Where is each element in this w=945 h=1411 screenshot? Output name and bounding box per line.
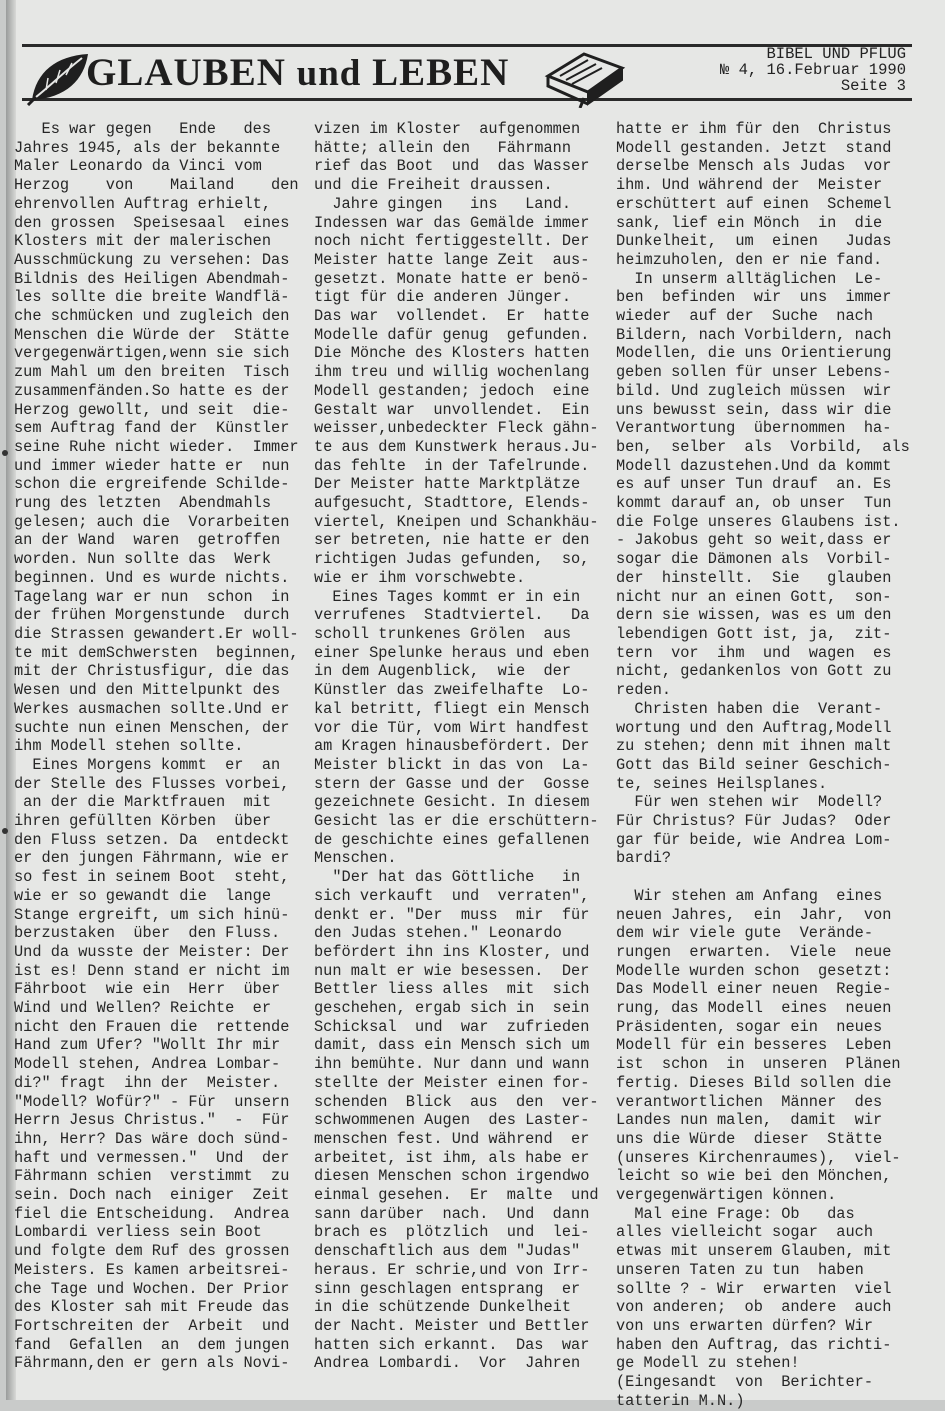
newspaper-page [6,0,945,1410]
masthead-word-glauben: GLAUBEN [86,51,286,94]
masthead-title [86,50,509,95]
book-and-plough-icon [544,46,628,108]
page-number: Seite 3 [840,77,906,95]
issue-info [720,46,906,94]
publication-name: BIBEL UND PFLUG [766,45,906,63]
masthead-word-leben: LEBEN [372,51,510,94]
masthead-header [16,44,916,110]
issue-number-date: № 4, 16.Februar 1990 [719,61,906,79]
margin-hole-mark [2,450,8,456]
margin-hole-mark [2,828,8,834]
masthead-word-und: und [296,53,362,94]
article-column-2: vizen im Kloster aufgenommen hätte; allein den Fährmann rief das Boot und das Wasser und die Freiheit draussen. Jahre gingen ins Land. Indessen war das Gemälde immer noch nicht fertiggestellt. Der Meister hatte lange Zeit aus- gesetzt. Monate hatte er benö- tigt für die anderen Jünger. Das war vollendet. Er hatte Modelle dafür genug gefunden. Die Mönche des Klosters hatten ihm treu und willig wochenlang Modell gestanden; jedoch eine Gestalt war unvollendet. Ein weisser,unbedeckter Fleck gähn- te aus dem Kunstwerk heraus.Ju- das fehlte in der Tafelrunde. Der Meister hatte Marktplätze aufgesucht, Stadttore, Elends- viertel, Kneipen und Schankhäu- ser betreten, nie hatte er den richtigen Judas gefunden, so, wie er ihm vorschwebte. Eines Tages kommt er in ein verrufenes Stadtviertel. Da scholl trunkenes Grölen aus einer Spelunke heraus und eben in dem Augenblick, wie der Künstler das zweifelhafte Lo- kal betritt, fliegt ein Mensch vor die Tür, vom Wirt handfest am Kragen hinausbefördert. Der Meister blickt in das von La- stern der Gasse und der Gosse gezeichnete Gesicht. In diesem Gesicht las er die erschüttern- de geschichte eines gefallenen Menschen. "Der hat das Göttliche in sich verkauft und verraten", denkt er. "Der muss mir für den Judas stehen." Leonardo befördert ihn ins Kloster, und nun malt er wie besessen. Der Bettler liess alles mit sich geschehen, ergab sich in sein Schicksal und war zufrieden damit, dass ein Mensch sich um ihn bemühte. Nur dann und wann stellte der Meister einen for- schenden Blick aus den ver- schwommenen Augen des Laster- menschen fest. Und während er arbeitet, ist ihm, als habe er diesen Menschen schon irgendwo einmal gesehen. Er malte und sann darüber nach. Und dann brach es plötzlich und lei- denschaftlich aus dem "Judas" heraus. Er schrie,und von Irr- sinn geschlagen entsprang er in die schützende Dunkelheit der Nacht. Meister und Bettler hatten sich erkannt. Das war Andrea Lombardi. Vor Jahren [314,120,599,1373]
header-bottom-rule [22,98,912,101]
article-column-1: Es war gegen Ende des Jahres 1945, als der bekannte Maler Leonardo da Vinci vom Herzog von Mailand den ehrenvollen Auftrag erhielt, den grossen Speisesaal eines Klosters mit der malerischen Ausschmückung zu versehen: Das Bildnis des Heiligen Abendmah- les sollte die breite Wandflä- che schmücken und zugleich den Menschen die Würde der Stätte vergegenwärtigen,wenn sie sich zum Mahl um den breiten Tisch zusammenfänden.So hatte es der Herzog gewollt, und seit die- sem Auftrag fand der Künstler seine Ruhe nicht wieder. Immer und immer wieder hatte er nun schon die ergreifende Schilde- rung des letzten Abendmahls gelesen; auch die Vorarbeiten an der Wand waren getroffen worden. Nun sollte das Werk beginnen. Und es wurde nichts. Tagelang war er nun schon in der frühen Morgenstunde durch die Strassen gewandert.Er woll- te mit demSchwersten beginnen, mit der Christusfigur, die das Wesen und den Mittelpunkt des Werkes ausmachen sollte.Und er suchte nun einen Menschen, der ihm Modell stehen sollte. Eines Morgens kommt er an der Stelle des Flusses vorbei, an der die Marktfrauen mit ihren gefüllten Körben über den Fluss setzen. Da entdeckt er den jungen Fährmann, wie er so fest in seinem Boot steht, wie er so gewandt die lange Stange ergreift, um sich hinü- berzustaken über den Fluss. Und da wusste der Meister: Der ist es! Denn stand er nicht im Fährboot wie ein Herr über Wind und Wellen? Reichte er nicht den Frauen die rettende Hand zum Ufer? "Wollt Ihr mir Modell stehen, Andrea Lombar- di?" fragt ihn der Meister. "Modell? Wofür?" - Für unsern Herrn Jesus Christus." - Für ihn, Herr? Das wäre doch sünd- haft und vermessen." Und der Fährmann schien verstimmt zu sein. Doch nach einiger Zeit fiel die Entscheidung. Andrea Lombardi verliess sein Boot und folgte dem Ruf des grossen Meisters. Es kamen arbeitsrei- che Tage und Wochen. Der Prior des Kloster sah mit Freude das Fortschreiten der Arbeit und fand Gefallen an dem jungen Fährmann,den er gern als Novi- [14,120,299,1373]
article-column-3: hatte er ihm für den Christus Modell gestanden. Jetzt stand derselbe Mensch als Judas vor ihm. Und während der Meister erschüttert auf einen Schemel sank, lief ein Mönch in die Dunkelheit, um einen Judas heimzuholen, den er nie fand. In unserm alltäglichen Le- ben befinden wir uns immer wieder auf der Suche nach Bildern, nach Vorbildern, nach Modellen, die uns Orientierung geben sollen für unser Lebens- bild. Und zugleich müssen wir uns bewusst sein, dass wir die Verantwortung übernommen ha- ben, selber als Vorbild, als Modell dazustehen.Und da kommt es auf unser Tun drauf an. Es kommt darauf an, ob unser Tun die Folge unseres Glaubens ist. - Jakobus geht so weit,dass er sogar die Dämonen als Vorbil- der hinstellt. Sie glauben nicht nur an einen Gott, son- dern sie wissen, was es um den lebendigen Gott ist, ja, zit- tern vor ihm und wagen es nicht, gedankenlos von Gott zu reden. Christen haben die Verant- wortung und den Auftrag,Modell zu stehen; denn mit ihnen malt Gott das Bild seiner Geschich- te, seines Heilsplanes. Für wen stehen wir Modell? Für Christus? Für Judas? Oder gar für beide, wie Andrea Lom- bardi? Wir stehen am Anfang eines neuen Jahres, ein Jahr, von dem wir viele gute Verände- rungen erwarten. Viele neue Modelle wurden schon gesetzt: Das Modell einer neuen Regie- rung, das Modell eines neuen Präsidenten, sogar ein neues Modell für ein besseres Leben ist schon in unseren Plänen fertig. Dieses Bild sollen die verantwortlichen Männer des Landes nun malen, damit wir uns die Würde dieser Stätte (unseres Kirchenraumes), viel- leicht so wie bei den Mönchen, vergegenwärtigen können. Mal eine Frage: Ob das alles vielleicht sogar auch etwas mit unserem Glauben, mit unseren Taten zu tun haben sollte ? - Wir erwarten viel von anderen; ob andere auch von uns erwarten dürfen? Wir haben den Auftrag, das richti- ge Modell zu stehen! (Eingesandt von Berichter- tatterin M.N.) [616,120,910,1410]
